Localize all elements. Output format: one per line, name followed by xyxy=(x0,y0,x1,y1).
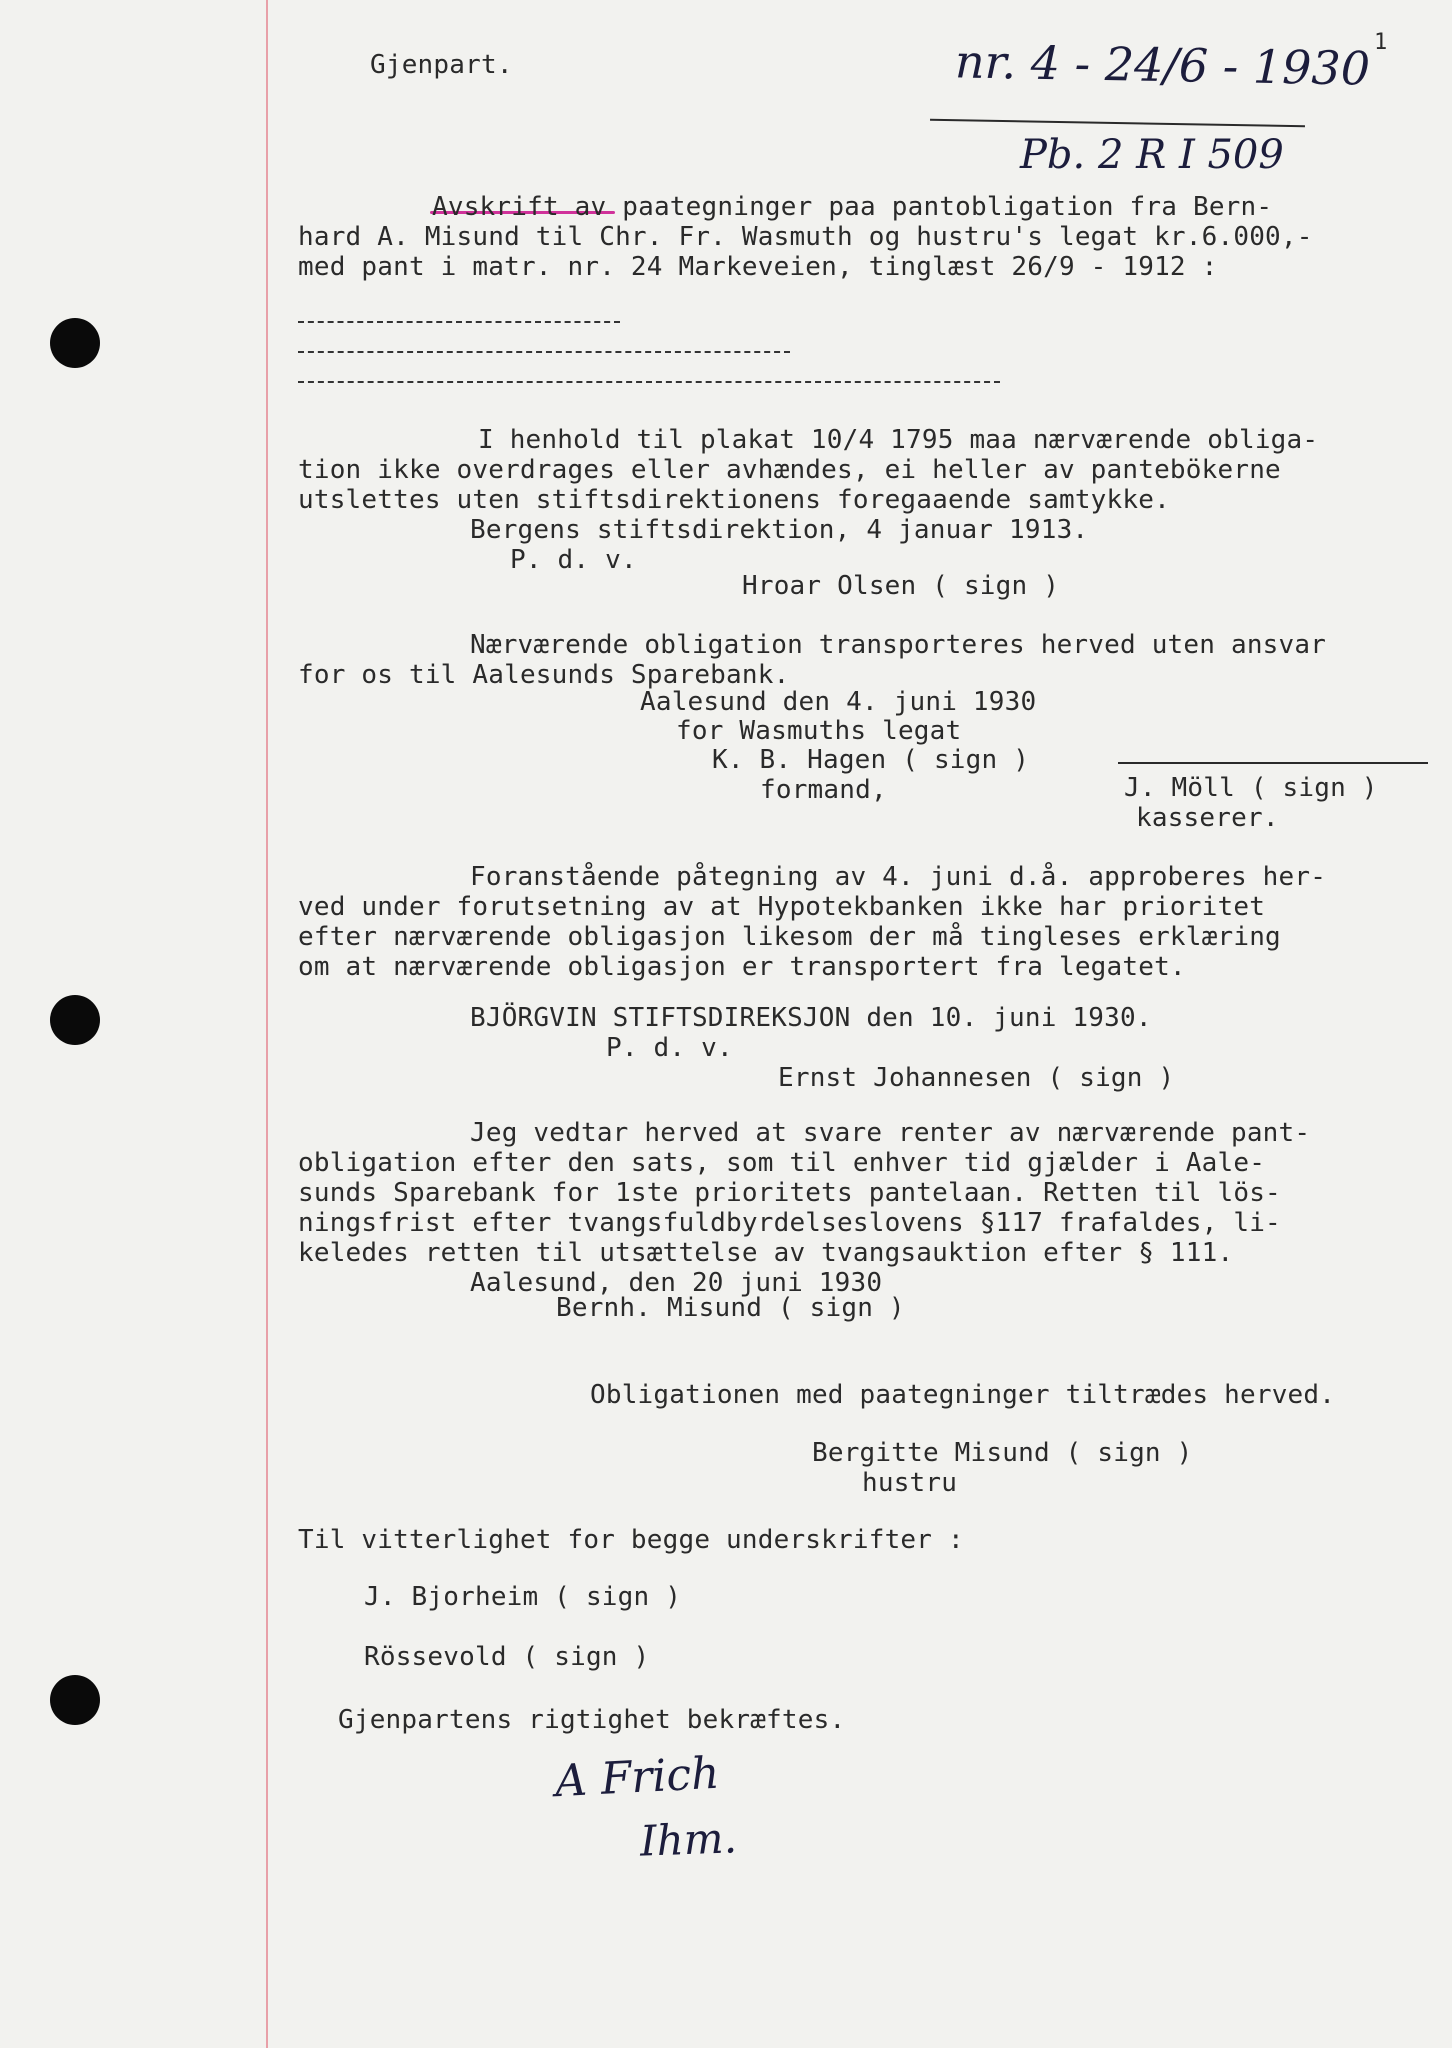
section2-signer1-title: formand, xyxy=(760,775,887,805)
section1-pdv: P. d. v. xyxy=(510,545,637,575)
section3-line-1: Foranstående påtegning av 4. juni d.å. approberes her- xyxy=(470,862,1327,892)
punch-hole-bottom xyxy=(50,1675,100,1725)
section2-line-1: Nærværende obligation transporteres herved uten ansvar xyxy=(470,630,1327,660)
section4-line-5: keledes retten til utsættelse av tvangsauktion efter § 111. xyxy=(298,1238,1234,1268)
section3-pdv: P. d. v. xyxy=(606,1033,733,1063)
section4-line-4: ningsfrist efter tvangsfuldbyrdelseslovens §117 frafaldes, li- xyxy=(298,1208,1281,1238)
section2-line-2: for os til Aalesunds Sparebank. xyxy=(298,660,790,690)
section2-signer2-title: kasserer. xyxy=(1136,803,1279,833)
separator-dash-2 xyxy=(298,351,790,353)
separator-dash-3 xyxy=(298,381,1000,383)
certification-text: Gjenpartens rigtighet bekræftes. xyxy=(338,1705,846,1735)
witness-1: J. Bjorheim ( sign ) xyxy=(364,1582,682,1612)
handwritten-reference: nr. 4 - 24/6 - 1930 xyxy=(954,34,1371,96)
section4-signer: Bernh. Misund ( sign ) xyxy=(556,1293,905,1323)
section3-line-3: efter nærværende obligasjon likesom der må tingleses erklæring xyxy=(298,922,1281,952)
section2-for-line: for Wasmuths legat xyxy=(676,716,962,746)
section5-signer: Bergitte Misund ( sign ) xyxy=(812,1438,1193,1468)
corner-mark: 1 xyxy=(1374,30,1388,55)
section1-line-4: Bergens stiftsdirektion, 4 januar 1913. xyxy=(470,515,1089,545)
intro-line-1: Avskrift av paategninger paa pantobligation fra Bern- xyxy=(432,192,1273,222)
handwritten-reference-2: Pb. 2 R I 509 xyxy=(1020,132,1284,178)
punch-hole-middle xyxy=(50,995,100,1045)
section3-authority: BJÖRGVIN STIFTSDIREKSJON den 10. juni 1930. xyxy=(470,1003,1152,1033)
section3-line-2: ved under forutsetning av at Hypotekbanken ikke har prioritet xyxy=(298,892,1266,922)
section3-signer: Ernst Johannesen ( sign ) xyxy=(778,1063,1175,1093)
intro-line-3: med pant i matr. nr. 24 Markeveien, tinglæst 26/9 - 1912 : xyxy=(298,252,1218,282)
intro-line-2: hard A. Misund til Chr. Fr. Wasmuth og hustru's legat kr.6.000,- xyxy=(298,222,1313,252)
section4-line-1: Jeg vedtar herved at svare renter av nærværende pant- xyxy=(470,1118,1311,1148)
witness-2: Rössevold ( sign ) xyxy=(364,1642,650,1672)
section4-place-date: Aalesund, den 20 juni 1930 xyxy=(470,1268,883,1298)
certification-signature-2: Ihm. xyxy=(639,1813,738,1866)
separator-dash-1 xyxy=(298,321,620,323)
section5-statement: Obligationen med paategninger tiltrædes herved. xyxy=(590,1380,1336,1410)
section1-line-2: tion ikke overdrages eller avhændes, ei heller av pantebökerne xyxy=(298,455,1281,485)
witnesses-heading: Til vitterlighet for begge underskrifter : xyxy=(298,1525,964,1555)
certification-signature-1: A Frich xyxy=(553,1747,721,1808)
section2-place-date: Aalesund den 4. juni 1930 xyxy=(640,687,1037,717)
section5-signer-title: hustru xyxy=(862,1468,958,1498)
section1-line-3: utslettes uten stiftsdirektionens foregaaende samtykke. xyxy=(298,485,1170,515)
copy-label: Gjenpart. xyxy=(370,50,513,80)
margin-line xyxy=(266,0,268,2048)
section3-line-4: om at nærværende obligasjon er transportert fra legatet. xyxy=(298,952,1186,982)
signature-rule xyxy=(1118,762,1428,764)
section2-signer1: K. B. Hagen ( sign ) xyxy=(712,745,1030,775)
section2-signer2: J. Möll ( sign ) xyxy=(1124,773,1378,803)
section1-line-1: I henhold til plakat 10/4 1795 maa nærværende obliga- xyxy=(478,425,1319,455)
header-rule xyxy=(930,119,1305,128)
punch-hole-top xyxy=(50,318,100,368)
section4-line-3: sunds Sparebank for 1ste prioritets pantelaan. Retten til lös- xyxy=(298,1178,1281,1208)
section1-signer: Hroar Olsen ( sign ) xyxy=(742,571,1060,601)
section4-line-2: obligation efter den sats, som til enhver tid gjælder i Aale- xyxy=(298,1148,1266,1178)
